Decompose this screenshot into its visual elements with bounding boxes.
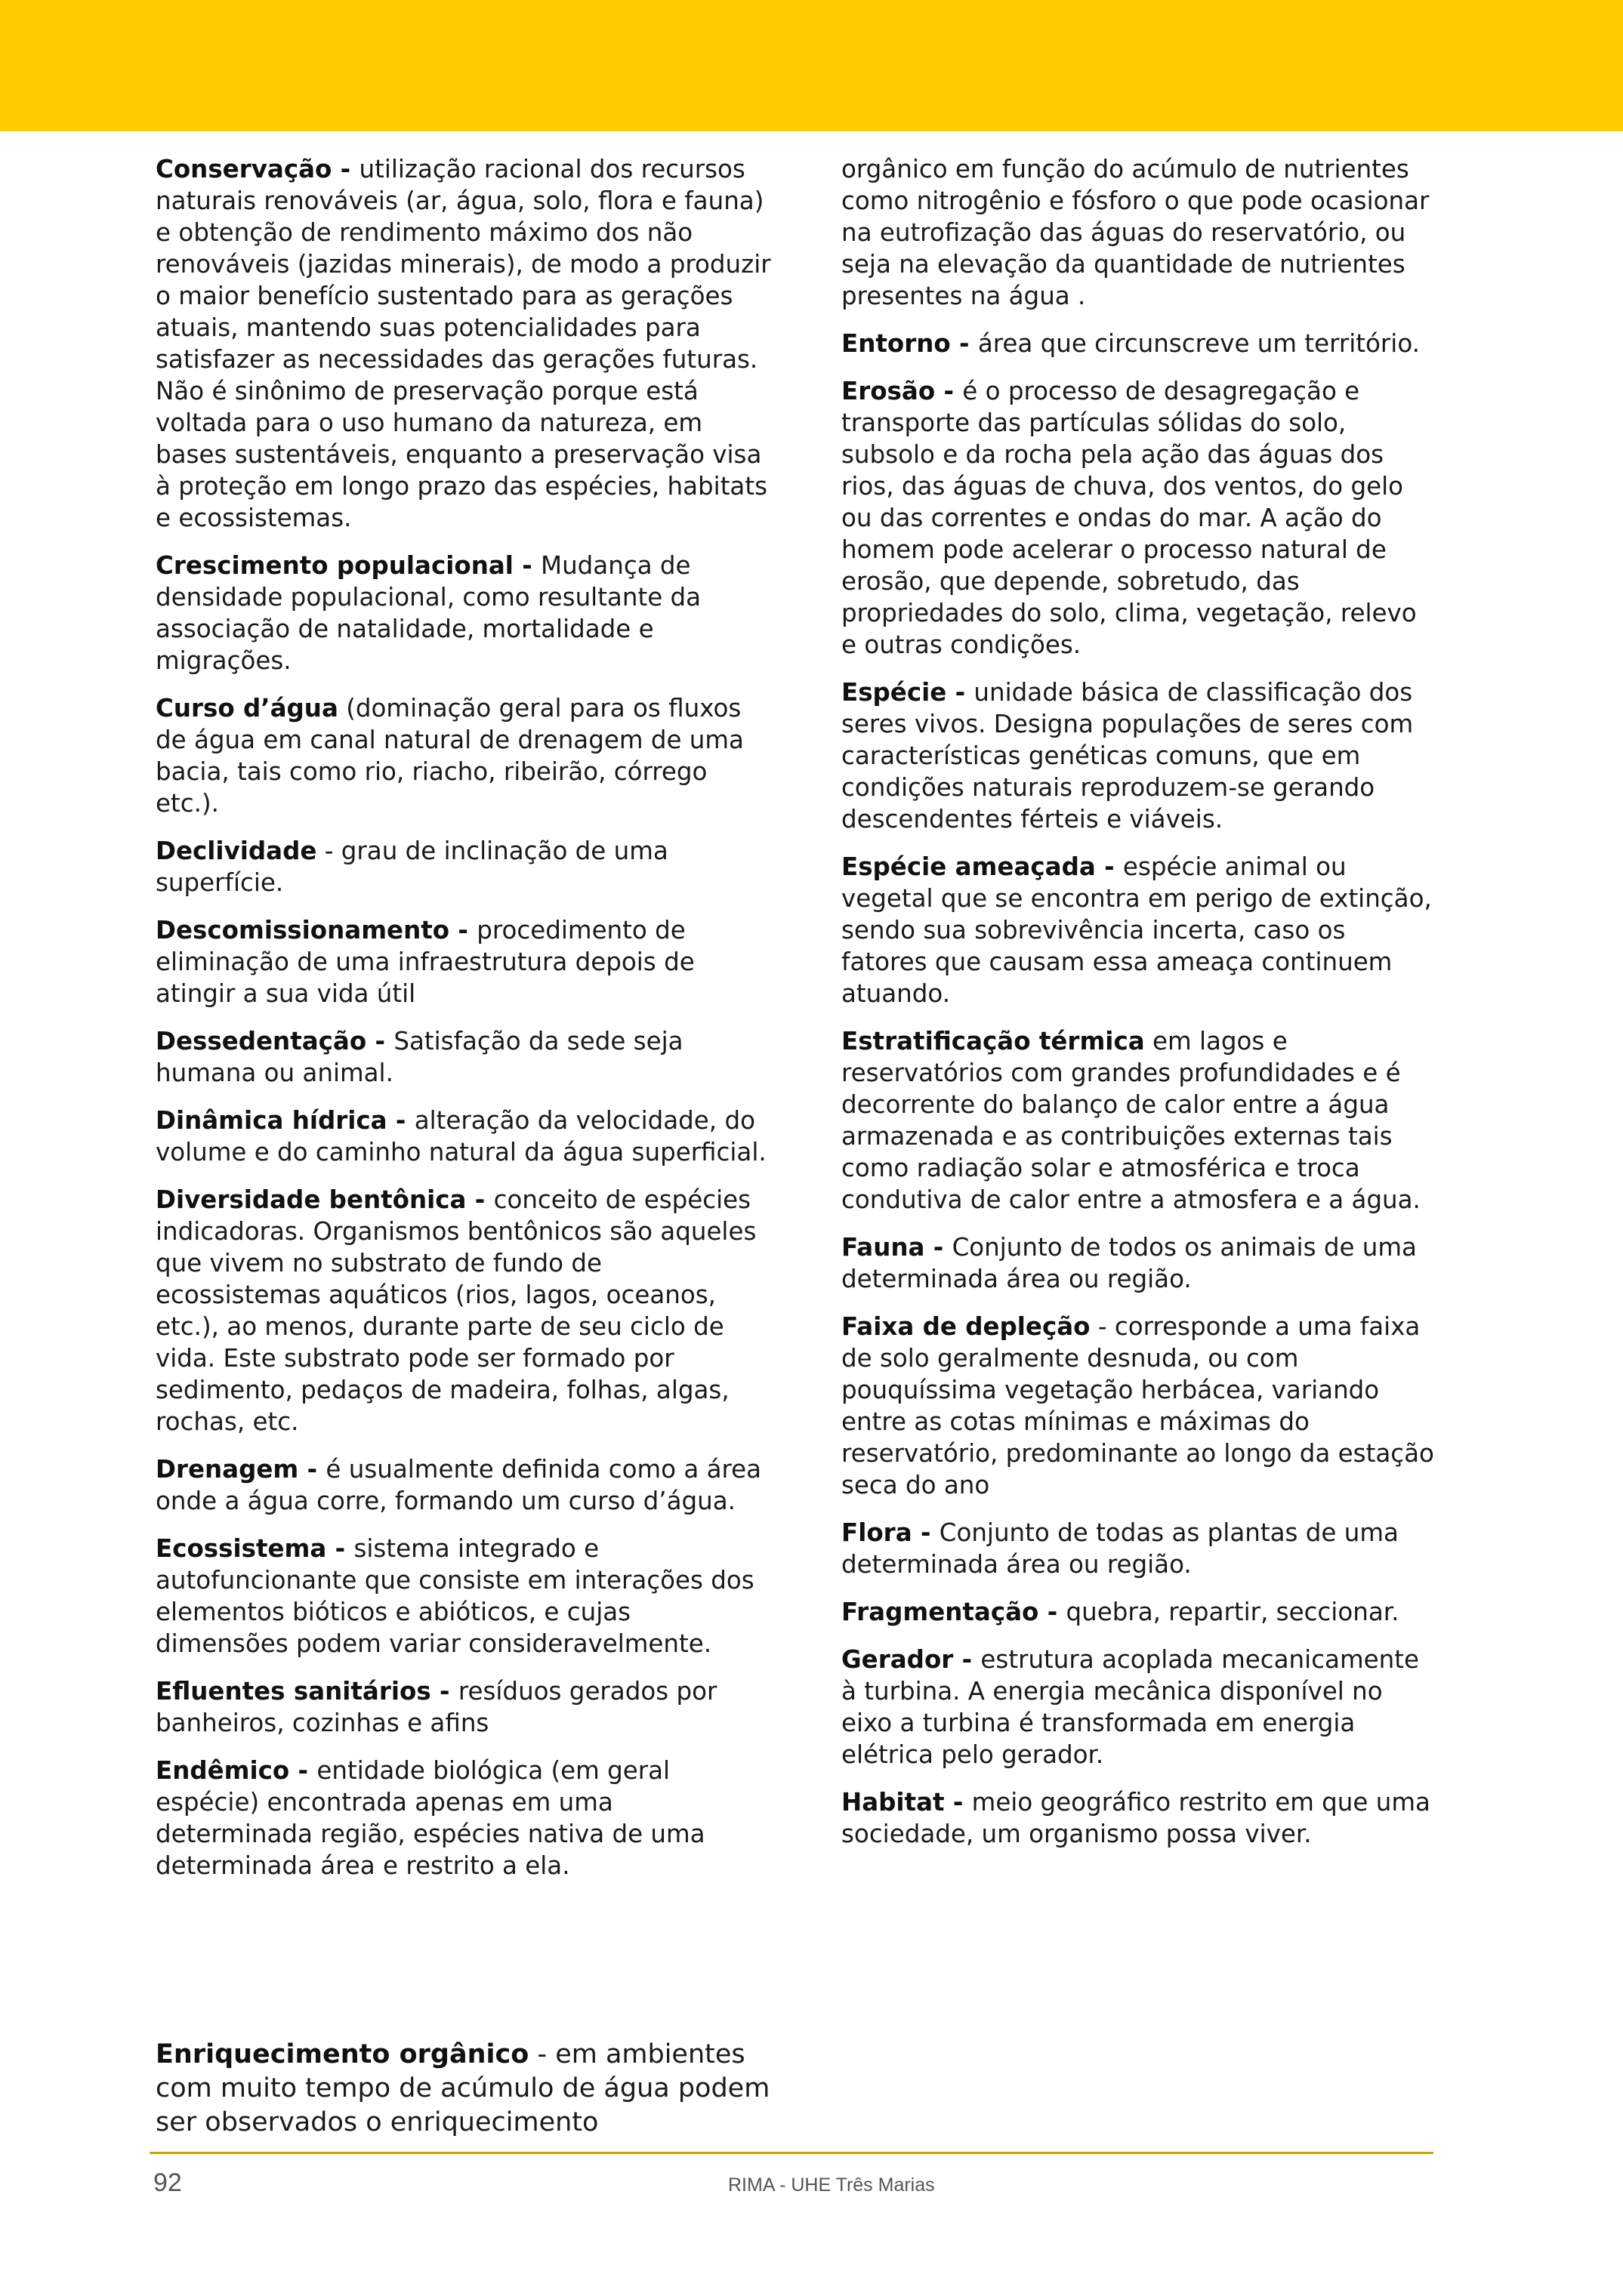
glossary-entry <box>841 1644 1438 1771</box>
glossary-definition: (dominação geral para os fluxos de água em canal natural de drenagem de uma bacia, tais como rio, riacho, ribeirão, córrego etc.). <box>156 694 744 818</box>
glossary-continuation: orgânico em função do acúmulo de nutrientes como nitrogênio e fósforo o que pode ocasionar na eutrofização das águas do reservatório, ou seja na elevação da quantidade de nutrientes presentes na água . <box>841 155 1430 310</box>
footer-divider <box>150 2152 1433 2154</box>
glossary-definition: é o processo de desagregação e transporte das partículas sólidas do solo, subsolo e da rocha pela ação das águas dos rios, das águas de chuva, dos ventos, do gelo ou das correntes e ondas do mar. A ação do homem pode acelerar o processo natural de erosão, que depende, sobretudo, das propriedades do solo, clima, vegetação, relevo e outras condições. <box>841 377 1417 659</box>
glossary-term: Espécie - <box>841 678 974 707</box>
glossary-entry <box>156 835 771 898</box>
glossary-entry <box>841 1786 1438 1850</box>
glossary-term: Erosão - <box>841 377 963 405</box>
glossary-definition: em lagos e reservatórios com grandes profundidades e é decorrente do balanço de calor entre a água armazenada e as contribuições externas tais como radiação solar e atmosférica e troca condutiva de calor entre a atmosfera e a água. <box>841 1027 1421 1214</box>
glossary-term: Curso d’água <box>156 694 338 723</box>
glossary-entry <box>156 550 771 676</box>
glossary-term: Declividade <box>156 837 317 865</box>
glossary-definition: procedimento de eliminação de uma infraestrutura depois de atingir a sua vida útil <box>156 916 695 1008</box>
glossary-definition: quebra, repartir, seccionar. <box>1066 1598 1399 1626</box>
glossary-entry <box>841 1311 1438 1501</box>
page-number: 92 <box>153 2168 182 2197</box>
glossary-left-column <box>156 153 771 1897</box>
glossary-term: Endêmico - <box>156 1756 317 1785</box>
glossary-entry-enriquecimento <box>156 2038 771 2140</box>
glossary-entry <box>156 1025 771 1089</box>
glossary-entry <box>156 153 771 534</box>
glossary-entry <box>841 328 1438 359</box>
glossary-term: Crescimento populacional - <box>156 551 542 580</box>
header-color-band <box>0 0 1623 131</box>
glossary-definition: - grau de inclinação de uma superfície. <box>156 837 668 897</box>
glossary-definition: Conjunto de todos os animais de uma determinada área ou região. <box>841 1233 1417 1293</box>
glossary-term: Fragmentação - <box>841 1598 1066 1626</box>
glossary-term: Dessedentação - <box>156 1027 394 1056</box>
glossary-entry <box>156 1755 771 1881</box>
glossary-term: Ecossistema - <box>156 1534 354 1563</box>
glossary-definition: meio geográfico restrito em que uma sociedade, um organismo possa viver. <box>841 1788 1430 1848</box>
glossary-term: Faixa de depleção <box>841 1312 1091 1341</box>
glossary-entry <box>841 1231 1438 1295</box>
glossary-entry <box>156 1184 771 1438</box>
glossary-right-column <box>841 153 1438 1866</box>
glossary-term: Estratificação térmica <box>841 1027 1145 1056</box>
glossary-definition: estrutura acoplada mecanicamente à turbina. A energia mecânica disponível no eixo a turbina é transformada em energia elétrica pelo gerador. <box>841 1645 1419 1769</box>
glossary-term: Descomissionamento - <box>156 916 477 945</box>
glossary-term: Dinâmica hídrica - <box>156 1106 415 1135</box>
glossary-definition: utilização racional dos recursos naturais renováveis (ar, água, solo, flora e fauna) e obtenção de rendimento máximo dos não renováveis (jazidas minerais), de modo a produzir o maior benefício sustentado para as gerações atuais, mantendo suas potencialidades para satisfazer as necessidades das gerações futuras. Não é sinônimo de preservação porque está voltada para o uso humano da natureza, em bases sustentáveis, enquanto a preservação visa à proteção em longo prazo das espécies, habitats e ecossistemas. <box>156 155 771 532</box>
glossary-definition: sistema integrado e autofuncionante que consiste em interações dos elementos bióticos e abióticos, e cujas dimensões podem variar consideravelmente. <box>156 1534 754 1658</box>
footer-document-title: RIMA - UHE Três Marias <box>728 2174 935 2196</box>
glossary-entry <box>156 692 771 819</box>
glossary-term: Habitat - <box>841 1788 972 1817</box>
glossary-entry <box>156 1675 771 1739</box>
glossary-entry <box>156 914 771 1009</box>
glossary-term: Conservação - <box>156 155 359 183</box>
glossary-definition: Satisfação da sede seja humana ou animal. <box>156 1027 683 1087</box>
glossary-definition: alteração da velocidade, do volume e do caminho natural da água superficial. <box>156 1106 767 1166</box>
glossary-term: Efluentes sanitários - <box>156 1677 458 1706</box>
glossary-term: Diversidade bentônica - <box>156 1185 494 1214</box>
glossary-definition: é usualmente definida como a área onde a água corre, formando um curso d’água. <box>156 1455 762 1515</box>
glossary-definition: unidade básica de classificação dos seres vivos. Designa populações de seres com características genéticas comuns, que em condições naturais reproduzem-se gerando descendentes férteis e viáveis. <box>841 678 1414 834</box>
glossary-definition: - corresponde a uma faixa de solo geralmente desnuda, ou com pouquíssima vegetação herbácea, variando entre as cotas mínimas e máximas do reservatório, predominante ao longo da estação seca do ano <box>841 1312 1434 1499</box>
glossary-entry <box>841 851 1438 1009</box>
glossary-entry <box>841 1025 1438 1216</box>
glossary-definition: área que circunscreve um território. <box>977 329 1420 358</box>
glossary-entry <box>156 1453 771 1517</box>
glossary-definition: entidade biológica (em geral espécie) encontrada apenas em uma determinada região, espécies nativa de uma determinada área e restrito a ela. <box>156 1756 705 1880</box>
glossary-definition: resíduos gerados por banheiros, cozinhas e afins <box>156 1677 717 1737</box>
glossary-term: Espécie ameaçada - <box>841 852 1123 881</box>
glossary-term: Fauna - <box>841 1233 952 1262</box>
glossary-term: Enriquecimento orgânico <box>156 2039 529 2069</box>
glossary-definition: conceito de espécies indicadoras. Organismos bentônicos são aqueles que vivem no substrato de fundo de ecossistemas aquáticos (rios, lagos, oceanos, etc.), ao menos, durante parte de seu ciclo de vida. Este substrato pode ser formado por sedimento, pedaços de madeira, folhas, algas, rochas, etc. <box>156 1185 757 1436</box>
glossary-term: Entorno - <box>841 329 978 358</box>
glossary-definition: Conjunto de todas as plantas de uma determinada área ou região. <box>841 1518 1399 1579</box>
glossary-entry <box>841 1596 1438 1628</box>
glossary-entry <box>156 1533 771 1660</box>
glossary-term: Flora - <box>841 1518 940 1547</box>
glossary-entry <box>841 676 1438 835</box>
glossary-term: Drenagem - <box>156 1455 326 1484</box>
glossary-entry <box>156 1105 771 1168</box>
glossary-definition: Mudança de densidade populacional, como resultante da associação de natalidade, mortalidade e migrações. <box>156 551 702 675</box>
glossary-definition: - em ambientes com muito tempo de acúmulo de água podem ser observados o enriquecimento <box>156 2039 770 2137</box>
glossary-entry <box>841 1517 1438 1580</box>
glossary-term: Gerador - <box>841 1645 981 1674</box>
glossary-definition: espécie animal ou vegetal que se encontra em perigo de extinção, sendo sua sobrevivência incerta, caso os fatores que causam essa ameaça continuem atuando. <box>841 852 1432 1008</box>
glossary-entry <box>841 375 1438 661</box>
